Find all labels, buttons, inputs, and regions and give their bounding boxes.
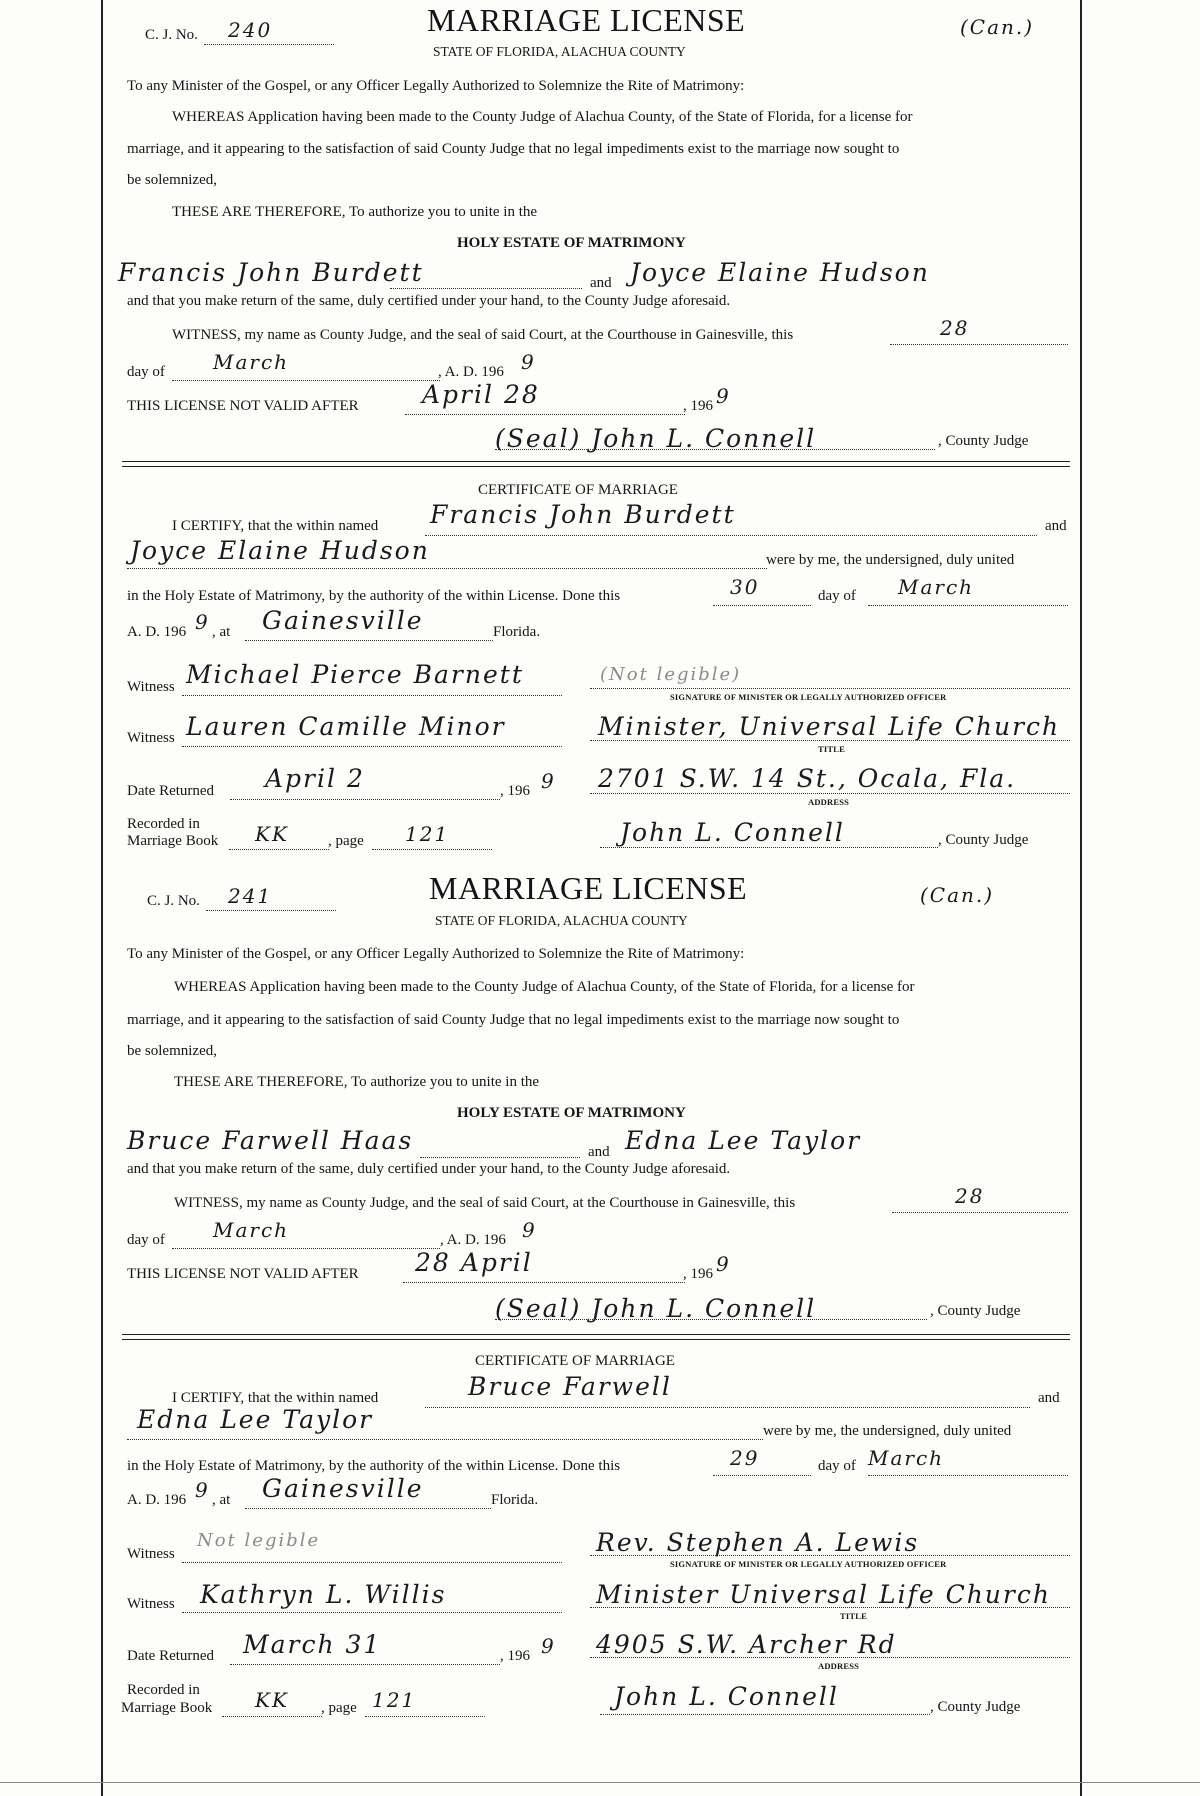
recorded-label: Recorded in <box>127 816 200 832</box>
witness-label-2: Witness <box>127 730 175 746</box>
page-bottom-edge <box>0 1782 1200 1783</box>
witness-day: 28 <box>955 1184 985 1208</box>
day-of-label: day of <box>818 588 856 604</box>
marriage-place: Gainesville <box>262 606 424 635</box>
year-label: , 196 <box>500 783 530 799</box>
page-label: , page <box>328 833 364 849</box>
whereas-line-1: WHEREAS Application having been made to the County Judge of Alachua County, of the State of Florida, for a license for <box>172 109 913 125</box>
title-caption: TITLE <box>818 744 845 754</box>
done-year: 9 <box>195 1478 210 1502</box>
section-divider-thin <box>122 466 1070 467</box>
ad-label: , A. D. 196 <box>438 364 504 380</box>
recording-judge-signature: John L. Connell <box>620 818 845 847</box>
witness-label-2: Witness <box>127 1596 175 1612</box>
whereas-line-3: be solemnized, <box>127 1043 217 1059</box>
and-label: and <box>1045 518 1067 534</box>
date-returned: March 31 <box>243 1630 382 1659</box>
date-returned-label: Date Returned <box>127 783 215 799</box>
therefore-line: THESE ARE THEREFORE, To authorize you to unite in the <box>174 1074 540 1090</box>
section-divider <box>122 1334 1070 1335</box>
not-valid-date: 28 April <box>415 1248 533 1277</box>
groom-name: Francis John Burdett <box>118 258 424 287</box>
witness-1-name: Not legible <box>197 1530 321 1551</box>
ad-label: , A. D. 196 <box>440 1232 506 1248</box>
certify-label: I CERTIFY, that the within named <box>172 1390 379 1406</box>
marriage-book-label: Marriage Book <box>121 1700 213 1716</box>
witness-label-1: Witness <box>127 1546 175 1562</box>
issue-year: 9 <box>522 1218 537 1242</box>
done-month: March <box>868 1446 945 1470</box>
recording-judge-signature: John L. Connell <box>614 1682 839 1711</box>
officer-address: 2701 S.W. 14 St., Ocala, Fla. <box>598 764 1017 793</box>
corner-note: (Can.) <box>920 883 995 907</box>
certificate-title: CERTIFICATE OF MARRIAGE <box>475 1353 675 1369</box>
not-valid-year-label: , 196 <box>683 398 713 414</box>
county-judge-signature: (Seal) John L. Connell <box>495 424 817 453</box>
witness-day: 28 <box>940 316 970 340</box>
done-day: 30 <box>730 575 760 599</box>
at-label: , at <box>212 1492 231 1508</box>
not-valid-date: April 28 <box>422 380 540 409</box>
not-valid-year-label: , 196 <box>683 1266 713 1282</box>
florida-label: Florida. <box>493 624 541 640</box>
cj-number: 240 <box>228 18 273 42</box>
license-subtitle: STATE OF FLORIDA, ALACHUA COUNTY <box>435 913 688 928</box>
county-judge-label: , County Judge <box>938 832 1029 848</box>
officer-address: 4905 S.W. Archer Rd <box>596 1630 897 1659</box>
ad-label: A. D. 196 <box>127 624 187 640</box>
holy-estate-heading: HOLY ESTATE OF MATRIMONY <box>457 235 686 251</box>
officer-caption: SIGNATURE OF MINISTER OR LEGALLY AUTHORIZED OFFICER <box>670 1559 947 1569</box>
witness-2-name: Kathryn L. Willis <box>200 1580 447 1609</box>
therefore-line: THESE ARE THEREFORE, To authorize you to unite in the <box>172 204 538 220</box>
day-of-label: day of <box>818 1458 856 1474</box>
whereas-line-3: be solemnized, <box>127 172 217 188</box>
whereas-line-2: marriage, and it appearing to the satisfaction of said County Judge that no legal impediments exist to the marriage now sought to <box>127 1012 900 1028</box>
issue-month: March <box>213 350 290 374</box>
day-of-label: day of <box>127 364 165 380</box>
whereas-line-1: WHEREAS Application having been made to the County Judge of Alachua County, of the State of Florida, for a license for <box>174 979 915 995</box>
and-label: and <box>1038 1390 1060 1406</box>
officer-caption: SIGNATURE OF MINISTER OR LEGALLY AUTHORIZED OFFICER <box>670 692 947 702</box>
done-month: March <box>898 575 975 599</box>
section-divider-thin <box>122 1339 1070 1340</box>
witness-clause: WITNESS, my name as County Judge, and the seal of said Court, at the Courthouse in Gainesville, this <box>172 327 794 343</box>
bride-name: Joyce Elaine Hudson <box>630 258 930 287</box>
done-day: 29 <box>730 1446 760 1470</box>
officer-signature: Rev. Stephen A. Lewis <box>596 1528 920 1557</box>
book-value: KK <box>255 822 289 846</box>
not-valid-label: THIS LICENSE NOT VALID AFTER <box>127 398 359 414</box>
and-label: and <box>590 275 612 291</box>
at-label: , at <box>212 624 231 640</box>
witness-clause: WITNESS, my name as County Judge, and the seal of said Court, at the Courthouse in Gainesville, this <box>174 1195 796 1211</box>
day-of-label: day of <box>127 1232 165 1248</box>
corner-note: (Can.) <box>960 15 1035 39</box>
certificate-groom: Francis John Burdett <box>430 500 736 529</box>
holy-estate-line: in the Holy Estate of Matrimony, by the authority of the within License. Done this <box>127 588 621 604</box>
right-margin-line <box>1080 0 1082 1796</box>
officer-title: Minister Universal Life Church <box>596 1580 1051 1609</box>
salutation: To any Minister of the Gospel, or any Officer Legally Authorized to Solemnize the Rite of Matrimony: <box>127 946 745 962</box>
certify-label: I CERTIFY, that the within named <box>172 518 379 534</box>
certificate-bride: Joyce Elaine Hudson <box>130 536 430 565</box>
issue-year: 9 <box>521 350 536 374</box>
and-label: and <box>588 1144 610 1160</box>
recorded-label: Recorded in <box>127 1682 200 1698</box>
florida-label: Florida. <box>491 1492 539 1508</box>
page-value: 121 <box>405 822 450 846</box>
license-title: MARRIAGE LICENSE <box>429 870 748 906</box>
witness-1-name: Michael Pierce Barnett <box>186 660 524 689</box>
marriage-book-label: Marriage Book <box>127 833 219 849</box>
county-judge-label: , County Judge <box>938 433 1029 449</box>
not-valid-year: 9 <box>716 384 731 408</box>
done-year: 9 <box>195 610 210 634</box>
issue-month: March <box>213 1218 290 1242</box>
groom-name: Bruce Farwell Haas <box>127 1126 414 1155</box>
united-label: were by me, the undersigned, duly united <box>766 552 1015 568</box>
not-valid-label: THIS LICENSE NOT VALID AFTER <box>127 1266 359 1282</box>
not-valid-year: 9 <box>716 1252 731 1276</box>
left-margin-line <box>101 0 103 1796</box>
book-value: KK <box>255 1688 289 1712</box>
cj-number: 241 <box>228 884 273 908</box>
county-judge-label: , County Judge <box>930 1303 1021 1319</box>
return-clause: and that you make return of the same, duly certified under your hand, to the County Judge aforesaid. <box>127 1161 731 1177</box>
section-divider <box>122 461 1070 462</box>
holy-estate-heading: HOLY ESTATE OF MATRIMONY <box>457 1105 686 1121</box>
address-caption: ADDRESS <box>808 797 850 807</box>
certificate-title: CERTIFICATE OF MARRIAGE <box>478 482 678 498</box>
holy-estate-line: in the Holy Estate of Matrimony, by the authority of the within License. Done this <box>127 1458 621 1474</box>
address-caption: ADDRESS <box>818 1661 860 1671</box>
marriage-place: Gainesville <box>262 1474 424 1503</box>
page-label: , page <box>321 1700 357 1716</box>
witness-label-1: Witness <box>127 679 175 695</box>
cj-label: C. J. No. <box>145 27 198 43</box>
certificate-groom: Bruce Farwell <box>468 1372 672 1401</box>
united-label: were by me, the undersigned, duly united <box>763 1423 1012 1439</box>
date-returned: April 2 <box>265 764 365 793</box>
officer-title: Minister, Universal Life Church <box>598 712 1061 741</box>
date-returned-year: 9 <box>541 769 556 793</box>
bride-name: Edna Lee Taylor <box>625 1126 862 1155</box>
year-label: , 196 <box>500 1648 530 1664</box>
officer-signature: (Not legible) <box>600 664 742 685</box>
license-subtitle: STATE OF FLORIDA, ALACHUA COUNTY <box>433 44 686 59</box>
whereas-line-2: marriage, and it appearing to the satisfaction of said County Judge that no legal impediments exist to the marriage now sought to <box>127 141 900 157</box>
title-caption: TITLE <box>840 1611 867 1621</box>
ad-label: A. D. 196 <box>127 1492 187 1508</box>
salutation: To any Minister of the Gospel, or any Officer Legally Authorized to Solemnize the Rite of Matrimony: <box>127 78 745 94</box>
certificate-bride: Edna Lee Taylor <box>137 1405 374 1434</box>
license-title: MARRIAGE LICENSE <box>427 2 746 38</box>
witness-2-name: Lauren Camille Minor <box>186 712 506 741</box>
page-value: 121 <box>372 1688 417 1712</box>
return-clause: and that you make return of the same, duly certified under your hand, to the County Judge aforesaid. <box>127 293 731 309</box>
county-judge-signature: (Seal) John L. Connell <box>495 1294 817 1323</box>
county-judge-label: , County Judge <box>930 1699 1021 1715</box>
date-returned-label: Date Returned <box>127 1648 215 1664</box>
date-returned-year: 9 <box>541 1634 556 1658</box>
cj-label: C. J. No. <box>147 893 200 909</box>
